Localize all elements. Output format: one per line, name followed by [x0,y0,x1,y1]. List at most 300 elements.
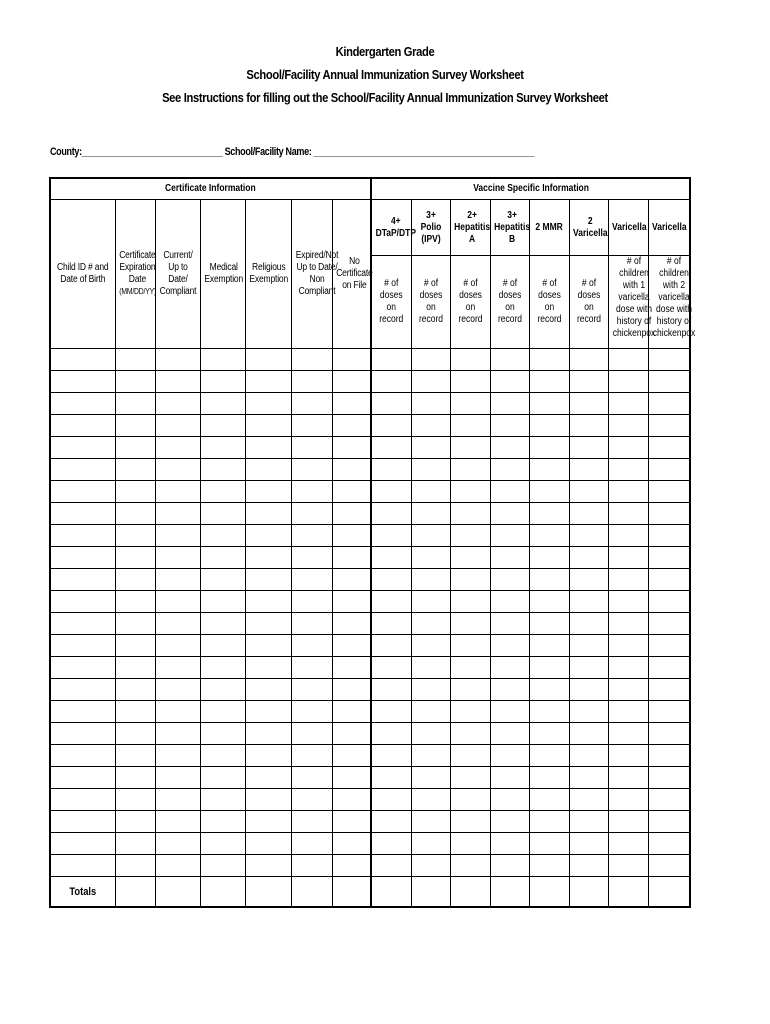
entry-cell[interactable] [200,371,245,393]
entry-cell[interactable] [291,481,332,503]
entry-cell[interactable] [245,349,291,371]
entry-cell[interactable] [200,481,245,503]
entry-cell[interactable] [648,613,690,635]
entry-cell[interactable] [291,393,332,415]
entry-cell[interactable] [332,503,371,525]
entry-cell[interactable] [529,635,569,657]
entry-cell[interactable] [200,745,245,767]
entry-cell[interactable] [648,767,690,789]
entry-cell[interactable] [450,657,490,679]
entry-cell[interactable] [529,679,569,701]
entry-cell[interactable] [411,503,450,525]
entry-cell[interactable] [411,701,450,723]
entry-cell[interactable] [155,481,200,503]
entry-cell[interactable] [155,701,200,723]
entry-cell[interactable] [648,657,690,679]
entry-cell[interactable] [115,525,155,547]
entry-cell[interactable] [490,613,529,635]
entry-cell[interactable] [529,855,569,877]
entry-cell[interactable] [332,525,371,547]
totals-cell[interactable] [411,877,450,908]
entry-cell[interactable] [200,525,245,547]
entry-cell[interactable] [648,591,690,613]
entry-cell[interactable] [371,525,411,547]
entry-cell[interactable] [155,459,200,481]
entry-cell[interactable] [115,657,155,679]
entry-cell[interactable] [648,437,690,459]
entry-cell[interactable] [450,591,490,613]
entry-cell[interactable] [529,547,569,569]
entry-cell[interactable] [332,569,371,591]
entry-cell[interactable] [115,789,155,811]
entry-cell[interactable] [529,701,569,723]
entry-cell[interactable] [569,547,608,569]
entry-cell[interactable] [50,767,115,789]
entry-cell[interactable] [490,811,529,833]
entry-cell[interactable] [529,459,569,481]
entry-cell[interactable] [245,745,291,767]
entry-cell[interactable] [291,745,332,767]
entry-cell[interactable] [371,371,411,393]
entry-cell[interactable] [115,679,155,701]
entry-cell[interactable] [332,789,371,811]
entry-cell[interactable] [450,547,490,569]
entry-cell[interactable] [450,635,490,657]
entry-cell[interactable] [50,503,115,525]
entry-cell[interactable] [115,767,155,789]
entry-cell[interactable] [115,547,155,569]
entry-cell[interactable] [50,635,115,657]
entry-cell[interactable] [648,393,690,415]
entry-cell[interactable] [490,767,529,789]
entry-cell[interactable] [115,613,155,635]
entry-cell[interactable] [648,679,690,701]
county-field[interactable]: ______________________________ [81,146,223,158]
entry-cell[interactable] [155,569,200,591]
entry-cell[interactable] [200,789,245,811]
entry-cell[interactable] [245,481,291,503]
entry-cell[interactable] [371,547,411,569]
entry-cell[interactable] [608,591,648,613]
entry-cell[interactable] [450,371,490,393]
entry-cell[interactable] [569,481,608,503]
entry-cell[interactable] [490,459,529,481]
entry-cell[interactable] [411,591,450,613]
entry-cell[interactable] [411,855,450,877]
entry-cell[interactable] [332,547,371,569]
entry-cell[interactable] [115,503,155,525]
entry-cell[interactable] [50,679,115,701]
entry-cell[interactable] [490,547,529,569]
entry-cell[interactable] [450,481,490,503]
entry-cell[interactable] [411,481,450,503]
entry-cell[interactable] [569,437,608,459]
totals-cell[interactable] [332,877,371,908]
entry-cell[interactable] [608,547,648,569]
entry-cell[interactable] [332,437,371,459]
entry-cell[interactable] [608,481,648,503]
entry-cell[interactable] [291,371,332,393]
entry-cell[interactable] [332,723,371,745]
entry-cell[interactable] [608,657,648,679]
entry-cell[interactable] [291,525,332,547]
entry-cell[interactable] [155,723,200,745]
entry-cell[interactable] [371,591,411,613]
entry-cell[interactable] [291,811,332,833]
entry-cell[interactable] [371,415,411,437]
entry-cell[interactable] [450,679,490,701]
entry-cell[interactable] [529,569,569,591]
entry-cell[interactable] [200,767,245,789]
totals-cell[interactable] [155,877,200,908]
entry-cell[interactable] [50,833,115,855]
entry-cell[interactable] [200,437,245,459]
totals-cell[interactable] [608,877,648,908]
entry-cell[interactable] [569,349,608,371]
entry-cell[interactable] [291,459,332,481]
entry-cell[interactable] [490,525,529,547]
entry-cell[interactable] [245,503,291,525]
entry-cell[interactable] [332,767,371,789]
totals-cell[interactable] [490,877,529,908]
entry-cell[interactable] [608,437,648,459]
entry-cell[interactable] [371,745,411,767]
entry-cell[interactable] [608,789,648,811]
entry-cell[interactable] [200,635,245,657]
entry-cell[interactable] [291,591,332,613]
entry-cell[interactable] [450,789,490,811]
entry-cell[interactable] [569,415,608,437]
entry-cell[interactable] [245,459,291,481]
entry-cell[interactable] [245,701,291,723]
entry-cell[interactable] [490,679,529,701]
entry-cell[interactable] [490,569,529,591]
entry-cell[interactable] [529,745,569,767]
entry-cell[interactable] [648,833,690,855]
totals-cell[interactable] [648,877,690,908]
entry-cell[interactable] [155,503,200,525]
entry-cell[interactable] [450,767,490,789]
entry-cell[interactable] [569,525,608,547]
entry-cell[interactable] [291,723,332,745]
entry-cell[interactable] [332,371,371,393]
entry-cell[interactable] [291,547,332,569]
entry-cell[interactable] [332,481,371,503]
entry-cell[interactable] [291,855,332,877]
entry-cell[interactable] [200,855,245,877]
entry-cell[interactable] [200,591,245,613]
entry-cell[interactable] [648,855,690,877]
entry-cell[interactable] [245,547,291,569]
entry-cell[interactable] [529,349,569,371]
entry-cell[interactable] [50,855,115,877]
entry-cell[interactable] [569,393,608,415]
entry-cell[interactable] [50,393,115,415]
entry-cell[interactable] [648,503,690,525]
entry-cell[interactable] [50,525,115,547]
entry-cell[interactable] [450,701,490,723]
entry-cell[interactable] [608,525,648,547]
entry-cell[interactable] [450,415,490,437]
entry-cell[interactable] [371,481,411,503]
entry-cell[interactable] [608,459,648,481]
entry-cell[interactable] [291,613,332,635]
entry-cell[interactable] [115,437,155,459]
entry-cell[interactable] [411,459,450,481]
entry-cell[interactable] [490,789,529,811]
entry-cell[interactable] [608,349,648,371]
entry-cell[interactable] [291,437,332,459]
entry-cell[interactable] [155,393,200,415]
entry-cell[interactable] [155,855,200,877]
entry-cell[interactable] [648,415,690,437]
entry-cell[interactable] [648,349,690,371]
entry-cell[interactable] [648,569,690,591]
entry-cell[interactable] [569,855,608,877]
entry-cell[interactable] [371,701,411,723]
entry-cell[interactable] [155,547,200,569]
entry-cell[interactable] [490,415,529,437]
entry-cell[interactable] [569,657,608,679]
entry-cell[interactable] [155,591,200,613]
entry-cell[interactable] [490,481,529,503]
entry-cell[interactable] [155,811,200,833]
entry-cell[interactable] [155,349,200,371]
entry-cell[interactable] [569,613,608,635]
entry-cell[interactable] [529,503,569,525]
entry-cell[interactable] [200,613,245,635]
entry-cell[interactable] [529,393,569,415]
entry-cell[interactable] [115,415,155,437]
entry-cell[interactable] [608,723,648,745]
entry-cell[interactable] [648,811,690,833]
entry-cell[interactable] [115,393,155,415]
entry-cell[interactable] [332,415,371,437]
entry-cell[interactable] [155,415,200,437]
entry-cell[interactable] [371,657,411,679]
entry-cell[interactable] [450,525,490,547]
entry-cell[interactable] [50,657,115,679]
entry-cell[interactable] [371,679,411,701]
entry-cell[interactable] [648,547,690,569]
entry-cell[interactable] [245,591,291,613]
entry-cell[interactable] [529,833,569,855]
entry-cell[interactable] [291,833,332,855]
entry-cell[interactable] [155,767,200,789]
entry-cell[interactable] [371,635,411,657]
entry-cell[interactable] [245,393,291,415]
entry-cell[interactable] [245,811,291,833]
entry-cell[interactable] [50,547,115,569]
entry-cell[interactable] [411,415,450,437]
entry-cell[interactable] [450,723,490,745]
entry-cell[interactable] [291,503,332,525]
entry-cell[interactable] [245,855,291,877]
entry-cell[interactable] [608,811,648,833]
entry-cell[interactable] [411,679,450,701]
entry-cell[interactable] [648,459,690,481]
entry-cell[interactable] [332,701,371,723]
entry-cell[interactable] [245,415,291,437]
entry-cell[interactable] [608,701,648,723]
entry-cell[interactable] [450,393,490,415]
entry-cell[interactable] [371,767,411,789]
entry-cell[interactable] [411,613,450,635]
entry-cell[interactable] [648,723,690,745]
entry-cell[interactable] [608,833,648,855]
entry-cell[interactable] [332,459,371,481]
entry-cell[interactable] [371,349,411,371]
entry-cell[interactable] [50,459,115,481]
entry-cell[interactable] [371,811,411,833]
entry-cell[interactable] [291,635,332,657]
entry-cell[interactable] [371,613,411,635]
entry-cell[interactable] [200,349,245,371]
entry-cell[interactable] [490,657,529,679]
entry-cell[interactable] [245,371,291,393]
entry-cell[interactable] [245,657,291,679]
entry-cell[interactable] [450,745,490,767]
entry-cell[interactable] [490,393,529,415]
entry-cell[interactable] [608,745,648,767]
entry-cell[interactable] [245,833,291,855]
entry-cell[interactable] [115,745,155,767]
entry-cell[interactable] [569,591,608,613]
entry-cell[interactable] [608,635,648,657]
entry-cell[interactable] [490,503,529,525]
totals-cell[interactable] [115,877,155,908]
entry-cell[interactable] [490,349,529,371]
entry-cell[interactable] [490,855,529,877]
entry-cell[interactable] [608,415,648,437]
entry-cell[interactable] [245,437,291,459]
entry-cell[interactable] [648,481,690,503]
entry-cell[interactable] [569,503,608,525]
entry-cell[interactable] [115,569,155,591]
entry-cell[interactable] [450,613,490,635]
entry-cell[interactable] [529,437,569,459]
entry-cell[interactable] [411,393,450,415]
entry-cell[interactable] [50,613,115,635]
entry-cell[interactable] [411,789,450,811]
entry-cell[interactable] [411,547,450,569]
entry-cell[interactable] [529,525,569,547]
entry-cell[interactable] [200,393,245,415]
entry-cell[interactable] [371,833,411,855]
entry-cell[interactable] [50,371,115,393]
entry-cell[interactable] [450,437,490,459]
entry-cell[interactable] [50,349,115,371]
entry-cell[interactable] [411,833,450,855]
entry-cell[interactable] [490,723,529,745]
entry-cell[interactable] [648,525,690,547]
entry-cell[interactable] [200,503,245,525]
entry-cell[interactable] [490,745,529,767]
entry-cell[interactable] [371,789,411,811]
entry-cell[interactable] [115,481,155,503]
entry-cell[interactable] [245,613,291,635]
entry-cell[interactable] [245,767,291,789]
entry-cell[interactable] [411,811,450,833]
entry-cell[interactable] [50,437,115,459]
entry-cell[interactable] [529,767,569,789]
entry-cell[interactable] [648,701,690,723]
entry-cell[interactable] [50,701,115,723]
entry-cell[interactable] [115,811,155,833]
entry-cell[interactable] [450,833,490,855]
entry-cell[interactable] [411,437,450,459]
entry-cell[interactable] [529,371,569,393]
entry-cell[interactable] [569,767,608,789]
entry-cell[interactable] [411,569,450,591]
entry-cell[interactable] [291,789,332,811]
entry-cell[interactable] [569,745,608,767]
entry-cell[interactable] [490,635,529,657]
entry-cell[interactable] [450,459,490,481]
entry-cell[interactable] [155,657,200,679]
entry-cell[interactable] [569,723,608,745]
entry-cell[interactable] [371,437,411,459]
entry-cell[interactable] [608,393,648,415]
entry-cell[interactable] [411,349,450,371]
entry-cell[interactable] [490,833,529,855]
entry-cell[interactable] [50,481,115,503]
entry-cell[interactable] [569,833,608,855]
totals-cell[interactable] [569,877,608,908]
entry-cell[interactable] [200,569,245,591]
entry-cell[interactable] [371,855,411,877]
entry-cell[interactable] [155,833,200,855]
entry-cell[interactable] [529,657,569,679]
entry-cell[interactable] [569,371,608,393]
entry-cell[interactable] [529,811,569,833]
entry-cell[interactable] [411,635,450,657]
entry-cell[interactable] [529,481,569,503]
entry-cell[interactable] [115,701,155,723]
entry-cell[interactable] [490,371,529,393]
entry-cell[interactable] [411,657,450,679]
entry-cell[interactable] [332,833,371,855]
entry-cell[interactable] [490,591,529,613]
entry-cell[interactable] [155,789,200,811]
entry-cell[interactable] [608,613,648,635]
entry-cell[interactable] [648,635,690,657]
entry-cell[interactable] [155,525,200,547]
entry-cell[interactable] [200,657,245,679]
entry-cell[interactable] [450,811,490,833]
entry-cell[interactable] [115,591,155,613]
entry-cell[interactable] [529,415,569,437]
entry-cell[interactable] [569,811,608,833]
entry-cell[interactable] [569,569,608,591]
entry-cell[interactable] [155,437,200,459]
entry-cell[interactable] [115,371,155,393]
entry-cell[interactable] [291,701,332,723]
entry-cell[interactable] [245,569,291,591]
entry-cell[interactable] [291,349,332,371]
entry-cell[interactable] [569,635,608,657]
totals-cell[interactable] [450,877,490,908]
entry-cell[interactable] [50,723,115,745]
entry-cell[interactable] [450,855,490,877]
entry-cell[interactable] [648,789,690,811]
entry-cell[interactable] [332,613,371,635]
entry-cell[interactable] [371,723,411,745]
entry-cell[interactable] [332,591,371,613]
entry-cell[interactable] [200,547,245,569]
entry-cell[interactable] [608,767,648,789]
entry-cell[interactable] [371,459,411,481]
